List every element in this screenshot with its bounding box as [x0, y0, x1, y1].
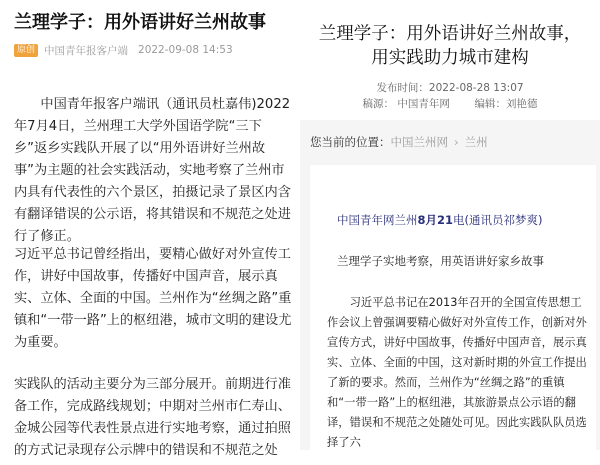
breadcrumb-link-site[interactable]: 中国兰州网 [390, 135, 448, 149]
original-badge: 原创 [14, 44, 38, 57]
publish-time: 发布时间：2022-08-28 13:07 [376, 82, 524, 94]
breadcrumb-label: 您当前的位置： [310, 135, 391, 149]
dateline-date: 8月21 [417, 213, 454, 227]
article-title: 兰理学子：用外语讲好兰州故事 [14, 12, 266, 33]
article-source: 稿源： 中国青年网 [362, 98, 450, 110]
right-article-panel [300, 0, 600, 450]
dateline-reporter: 电(通讯员祁梦爽) [453, 213, 543, 227]
article-dateline [337, 212, 587, 228]
article-paragraph: 习近平总书记在2013年召开的全国宣传思想工作会议上曾强调要精心做好对外宣传工作，创新对外宣传方式，讲好中国故事，传播好中国声音，展示真实、立体、全面的中国，这对新时期的外宣工作提出了新的要求。然而，兰州作为“丝绸之路”的重镇和“一带一路”上的枢纽港，其旅游景点公示语的翻译，错误和不规范之处随处可见。因此实践队队员选择了六 [327, 296, 587, 449]
article-title-line: 兰理学子：用外语讲好兰州故事， [318, 24, 582, 44]
article-body-card [310, 165, 596, 465]
article-editor: 编辑：刘艳德 [474, 98, 538, 110]
left-article-panel [0, 0, 300, 458]
article-title-line: 用实践助力城市建构 [371, 48, 529, 68]
article-subheading: 兰理学子实地考察，用英语讲好家乡故事 [337, 254, 544, 268]
article-source: 中国青年报客户端 [44, 44, 129, 57]
article-paragraph: 习近平总书记曾经指出，要精心做好对外宣传工作，讲好中国故事，传播好中国声音，展示真实、立体、全面的中国。兰州作为“丝绸之路”重镇和“一带一路”上的枢纽港，城市文明的建设尤为重要。 [14, 247, 292, 350]
article-paragraph: 实践队的活动主要分为三部分展开。前期进行准备工作，完成路线规划；中期对兰州市仁寿山、金城公园等代表性景点进行实地考察，通过拍照的方式记录现存公示牌中的错误和不规范之处 [14, 377, 291, 458]
breadcrumb-separator-icon: › [454, 135, 459, 149]
article-meta [300, 80, 600, 112]
article-paragraph: 中国青年报客户端讯（通讯员杜嘉伟)2022年7月4日，兰州理工大学外国语学院“三下乡”返乡实践队开展了以“用外语讲好兰州故事”为主题的社会实践活动，实地考察了兰州市内具有代表性的六个景区，拍摄记录了景区内含有翻译错误的公示语，将其错误和不规范之处进行了修正。 [14, 97, 291, 244]
article-header [300, 0, 600, 120]
dateline-text: 中国青年网兰州 [337, 213, 418, 227]
breadcrumb [310, 128, 596, 156]
breadcrumb-link-section[interactable]: 兰州 [464, 135, 488, 149]
article-title [300, 22, 600, 70]
article-date: 2022-09-08 14:53 [138, 44, 233, 56]
article-meta [14, 42, 233, 58]
